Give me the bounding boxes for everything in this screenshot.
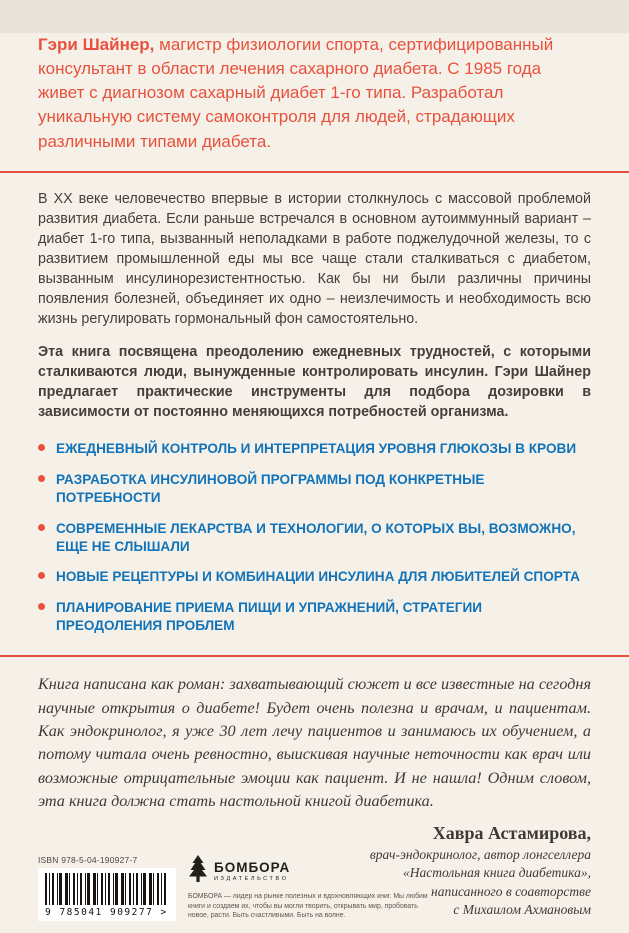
author-intro-text: магистр физиологии спорта, сертифицированный консультант в области лечения сахарного диабета. С 1985 года живет с диагнозом сахарный диабет 1-го типа. Разработал уникальную систему самоконтроля для людей, страдающих различными типами диабета. <box>38 35 554 151</box>
paragraph-history: В XX веке человечество впервые в истории столкнулось с массовой проблемой развития диабета. Если раньше встречался в основном аутоиммунный вариант – диабет 1-го типа, вызванный неполадками в работе поджелудочной железы, то с развитием промышленной еды мы все чаще стали сталкиваться с диабетом, вызванным инсулинорезистентностью. Как бы ни были различны причины появления болезней, объединяет их одно – неизлечимость и необходимость всю жизнь регулировать гормональный фон самостоятельно. <box>38 190 591 327</box>
bullet-dot-icon <box>38 475 45 482</box>
divider-top <box>0 171 629 173</box>
ean13-barcode <box>38 868 176 921</box>
reviewer-credential: с Михаилом Ахмановым <box>453 901 591 917</box>
bullet-text: ПЛАНИРОВАНИЕ ПРИЕМА ПИЩИ И УПРАЖНЕНИЙ, СТРАТЕГИИ ПРЕОДОЛЕНИЯ ПРОБЛЕМ <box>56 600 483 634</box>
author-intro <box>38 33 591 154</box>
bullet-dot-icon <box>38 524 45 531</box>
bullet-dot-icon <box>38 603 45 610</box>
pine-tree-logo-icon <box>188 855 208 887</box>
publisher-name: БОМБОРА <box>214 860 291 875</box>
list-item <box>38 440 591 458</box>
publisher-blurb: БОМБОРА — лидер на рынке полезных и вдохновляющих книг. Мы любим книги и создаем их, чтобы вы могли творить, открывать мир, пробовать новое, расти. Быть счастливыми. Быть на волне. <box>188 893 428 920</box>
isbn-text: ISBN 978-5-04-190927-7 <box>38 855 138 865</box>
reviewer-credential: врач-эндокринолог, автор лонгселлера <box>369 847 591 863</box>
author-intro-lead: Гэри Шайнер, <box>38 35 155 54</box>
paragraph-book-summary: Эта книга посвящена преодолению ежедневных трудностей, с которыми сталкиваются люди, вынужденные контролировать инсулин. Гэри Шайнер предлагает практические инструменты для подбора дозировки в зависимости от постоянно меняющихся потребностей организма. <box>38 343 591 420</box>
reviewer-credential: «Настольная книга диабетика», <box>403 865 591 881</box>
book-back-cover <box>0 33 629 933</box>
footer <box>38 855 591 921</box>
reviewer-name: Хавра Астамирова, <box>432 823 591 844</box>
barcode-digits: 9 785041 909277 > <box>45 907 168 918</box>
divider-bottom <box>0 655 629 657</box>
publisher-subtitle: ИЗДАТЕЛЬСТВО <box>214 876 289 882</box>
list-item <box>38 568 591 586</box>
list-item <box>38 520 591 556</box>
review-quote: Книга написана как роман: захватывающий сюжет и все известные на сегодня научные открытия о диабете! Будет очень полезна и врачам, и пациентам. Как эндокринолог, я уже 30 лет лечу пациентов и занимаюсь их обучением, а потому читала очень ревностно, выискивая научные неточности как врач или возможные отрицательные эмоции как пациент. И не нашла! Одним словом, эта книга должна стать настольной книгой диабетика. <box>38 675 591 810</box>
publisher-logo <box>188 855 440 887</box>
list-item <box>38 599 591 635</box>
bullet-dot-icon <box>38 572 45 579</box>
bullet-text: РАЗРАБОТКА ИНСУЛИНОВОЙ ПРОГРАММЫ ПОД КОНКРЕТНЫЕ ПОТРЕБНОСТИ <box>56 471 485 505</box>
bullet-dot-icon <box>38 444 45 451</box>
publisher-name-block <box>214 860 290 882</box>
list-item <box>38 471 591 507</box>
reviewer-credential: написанного в соавторстве <box>431 883 591 899</box>
barcode-bars <box>45 873 169 905</box>
feature-bullet-list <box>38 440 591 636</box>
bullet-text: ЕЖЕДНЕВНЫЙ КОНТРОЛЬ И ИНТЕРПРЕТАЦИЯ УРОВНЯ ГЛЮКОЗЫ В КРОВИ <box>56 440 577 456</box>
publisher-block <box>188 855 440 921</box>
bullet-text: СОВРЕМЕННЫЕ ЛЕКАРСТВА И ТЕХНОЛОГИИ, О КОТОРЫХ ВЫ, ВОЗМОЖНО, ЕЩЕ НЕ СЛЫШАЛИ <box>56 520 576 554</box>
barcode-block <box>38 855 176 921</box>
bullet-text: НОВЫЕ РЕЦЕПТУРЫ И КОМБИНАЦИИ ИНСУЛИНА ДЛЯ ЛЮБИТЕЛЕЙ СПОРТА <box>56 569 580 585</box>
